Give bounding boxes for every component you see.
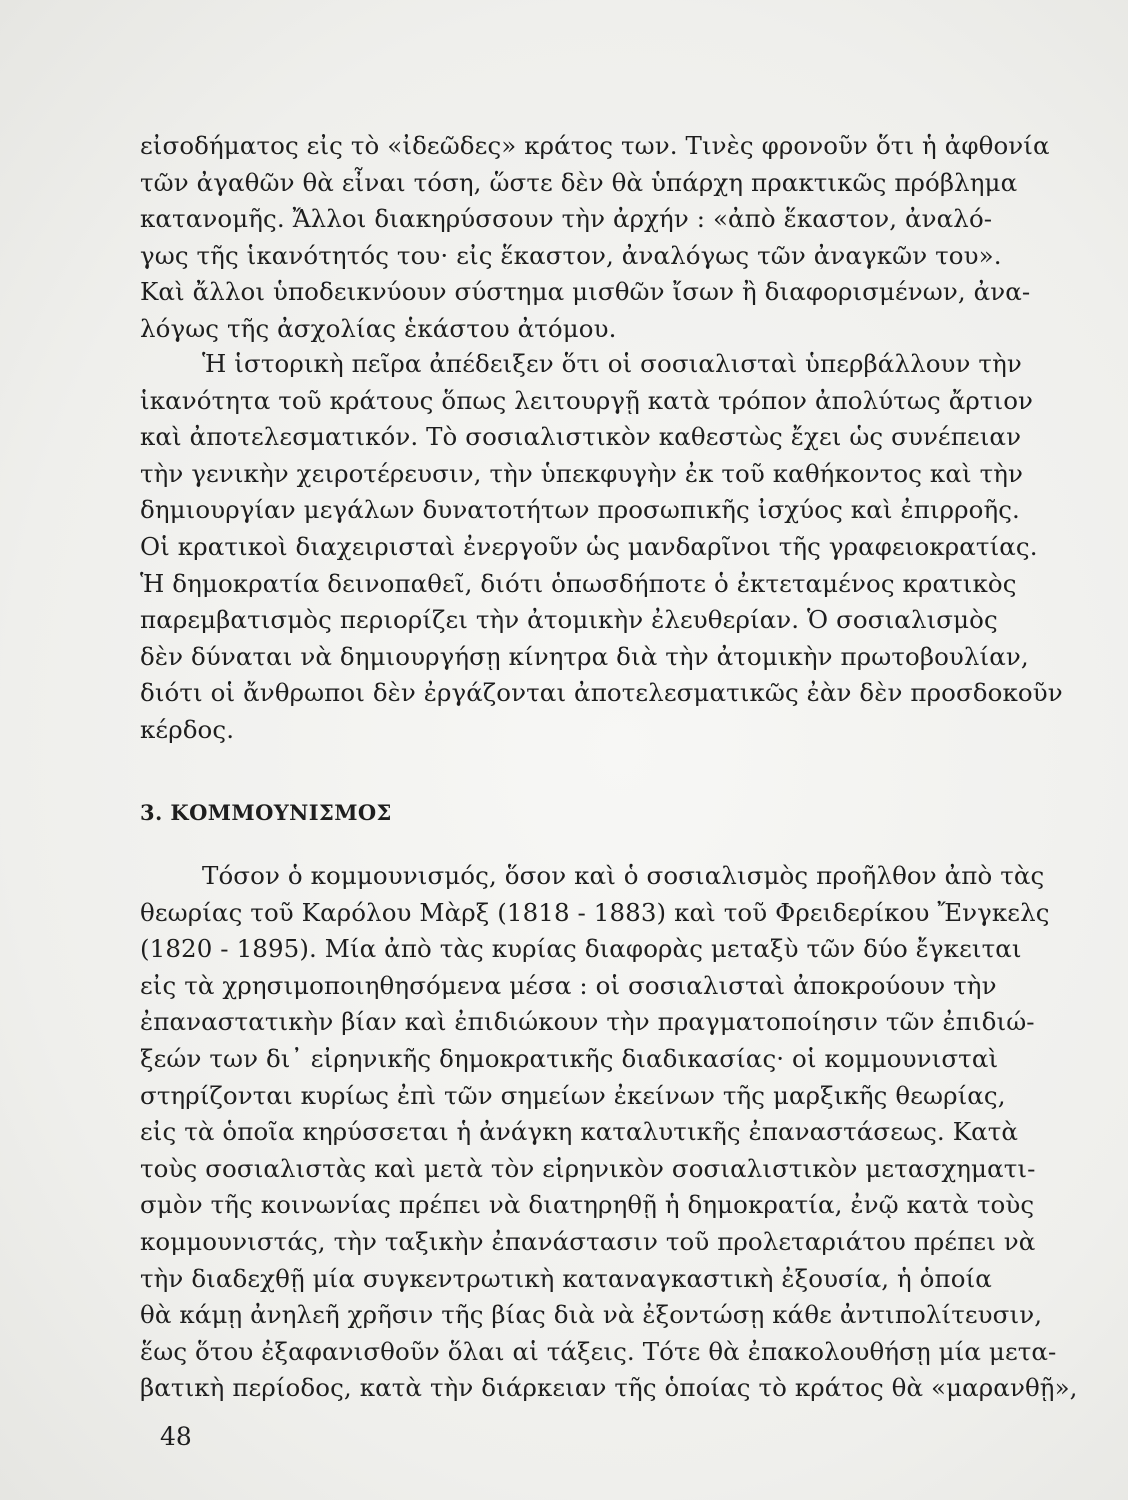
text-line: Ἡ ἱστορικὴ πεῖρα ἀπέδειξεν ὅτι οἱ σοσιαλισταὶ ὑπερβάλλουν τὴν bbox=[202, 349, 1022, 378]
text-line: βατικὴ περίοδος, κατὰ τὴν διάρκειαν τῆς ὁποίας τὸ κράτος θὰ «μαρανθῇ», bbox=[140, 1373, 1078, 1403]
text-line: Καὶ ἄλλοι ὑποδεικνύουν σύστημα μισθῶν ἴσων ἢ διαφορισμένων, ἀνα- bbox=[140, 277, 1031, 307]
text-line: γως τῆς ἱκανότητός του· εἰς ἕκαστον, ἀναλόγως τῶν ἀναγκῶν του». bbox=[140, 240, 1002, 270]
text-line: θὰ κάμῃ ἀνηλεῆ χρῆσιν τῆς βίας διὰ νὰ ἐξοντώσῃ κάθε ἀντιπολίτευσιν, bbox=[140, 1300, 1043, 1330]
text-line: λόγως τῆς ἀσχολίας ἑκάστου ἀτόμου. bbox=[140, 313, 617, 343]
text-line: καὶ ἀποτελεσματικόν. Τὸ σοσιαλιστικὸν καθεστὼς ἔχει ὡς συνέπειαν bbox=[140, 422, 1022, 452]
text-line: δημιουργίαν μεγάλων δυνατοτήτων προσωπικῆς ἰσχύος καὶ ἐπιρροῆς. bbox=[140, 495, 1020, 525]
text-line: Ἡ δημοκρατία δεινοπαθεῖ, διότι ὁπωσδήποτε ὁ ἐκτεταμένος κρατικὸς bbox=[140, 568, 1017, 598]
text-line: θεωρίας τοῦ Καρόλου Μὰρξ (1818 - 1883) καὶ τοῦ Φρειδερίκου Ἔνγκελς bbox=[140, 897, 1050, 927]
paragraph-1 bbox=[140, 128, 1050, 348]
text-line: σμὸν τῆς κοινωνίας πρέπει νὰ διατηρηθῇ ἡ δημοκρατία, ἐνῷ κατὰ τοὺς bbox=[140, 1190, 1035, 1220]
text-line: Τόσον ὁ κομμουνισμός, ὅσον καὶ ὁ σοσιαλισμὸς προῆλθον ἀπὸ τὰς bbox=[202, 861, 1045, 890]
text-line: ἕως ὅτου ἐξαφανισθοῦν ὅλαι αἱ τάξεις. Τότε θὰ ἐπακολουθήσῃ μία μετα- bbox=[140, 1336, 1057, 1366]
text-line: κατανομῆς. Ἄλλοι διακηρύσσουν τὴν ἀρχήν : «ἀπὸ ἕκαστον, ἀναλό- bbox=[140, 204, 993, 234]
text-line: τὴν γενικὴν χειροτέρευσιν, τὴν ὑπεκφυγὴν ἐκ τοῦ καθήκοντος καὶ τὴν bbox=[140, 458, 1023, 488]
text-line: στηρίζονται κυρίως ἐπὶ τῶν σημείων ἐκείνων τῆς μαρξικῆς θεωρίας, bbox=[140, 1080, 1006, 1110]
text-line: εἰς τὰ ὁποῖα κηρύσσεται ἡ ἀνάγκη καταλυτικῆς ἐπαναστάσεως. Κατὰ bbox=[140, 1117, 1019, 1147]
section-heading: 3. ΚΟΜΜΟΥΝΙΣΜΟΣ bbox=[140, 800, 392, 825]
text-line: τῶν ἀγαθῶν θὰ εἶναι τόση, ὥστε δὲν θὰ ὑπάρχη πρακτικῶς πρόβλημα bbox=[140, 167, 1018, 197]
text-line: εἰσοδήματος εἰς τὸ «ἰδεῶδες» κράτος των. Τινὲς φρονοῦν ὅτι ἡ ἀφθονία bbox=[140, 131, 1050, 160]
text-line: εἰς τὰ χρησιμοποιηθησόμενα μέσα : οἱ σοσιαλισταὶ ἀποκρούουν τὴν bbox=[140, 970, 997, 1000]
text-line: (1820 - 1895). Μία ἀπὸ τὰς κυρίας διαφορὰς μεταξὺ τῶν δύο ἔγκειται bbox=[140, 934, 1022, 964]
text-line: δὲν δύναται νὰ δημιουργήσῃ κίνητρα διὰ τὴν ἀτομικὴν πρωτοβουλίαν, bbox=[140, 641, 1029, 671]
text-line: ξεών των δι᾿ εἰρηνικῆς δημοκρατικῆς διαδικασίας· οἱ κομμουνισταὶ bbox=[140, 1043, 999, 1073]
text-line: κέρδος. bbox=[140, 714, 235, 744]
page-number: 48 bbox=[160, 1422, 192, 1451]
text-line: κομμουνιστάς, τὴν ταξικὴν ἐπανάστασιν τοῦ προλεταριάτου πρέπει νὰ bbox=[140, 1226, 1036, 1256]
text-line: Οἱ κρατικοὶ διαχειρισταὶ ἐνεργοῦν ὡς μανδαρῖνοι τῆς γραφειοκρατίας. bbox=[140, 531, 1038, 561]
text-line: διότι οἱ ἄνθρωποι δὲν ἐργάζονται ἀποτελεσματικῶς ἐὰν δὲν προσδοκοῦν bbox=[140, 678, 1063, 708]
paragraph-2 bbox=[140, 346, 1063, 749]
text-line: τοὺς σοσιαλιστὰς καὶ μετὰ τὸν εἰρηνικὸν σοσιαλιστικὸν μετασχηματι- bbox=[140, 1153, 1036, 1183]
text-line: τὴν διαδεχθῇ μία συγκεντρωτικὴ καταναγκαστικὴ ἐξουσία, ἡ ὁποία bbox=[140, 1263, 992, 1293]
text-line: ἱκανότητα τοῦ κράτους ὅπως λειτουργῇ κατὰ τρόπον ἀπολύτως ἄρτιον bbox=[140, 385, 1034, 415]
paragraph-3 bbox=[140, 858, 1078, 1407]
text-line: παρεμβατισμὸς περιορίζει τὴν ἀτομικὴν ἐλευθερίαν. Ὁ σοσιαλισμὸς bbox=[140, 605, 998, 635]
text-line: ἐπαναστατικὴν βίαν καὶ ἐπιδιώκουν τὴν πραγματοποίησιν τῶν ἐπιδιώ- bbox=[140, 1007, 1035, 1037]
